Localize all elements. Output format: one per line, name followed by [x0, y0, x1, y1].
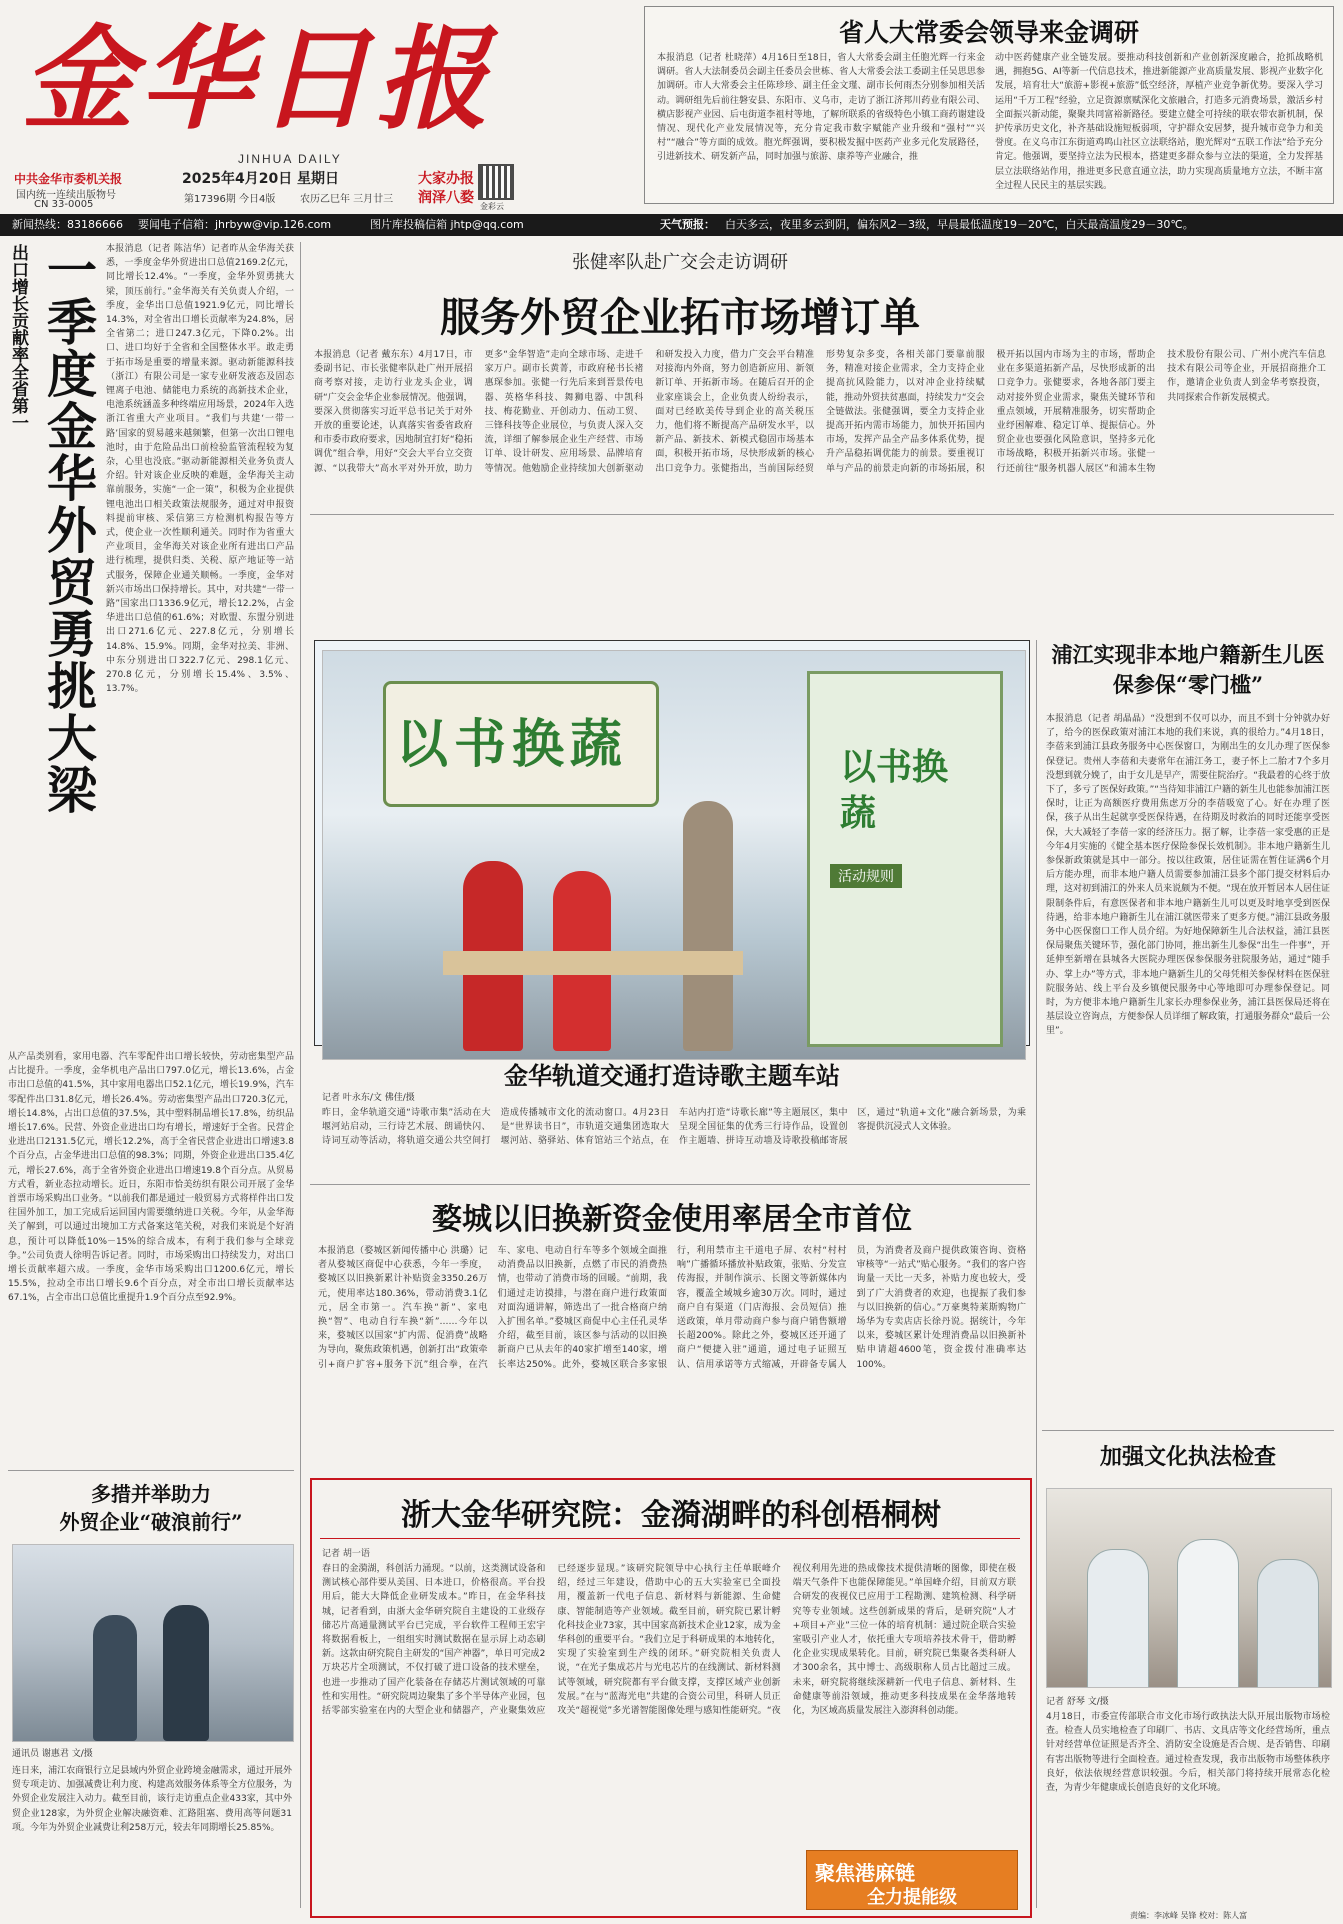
center-lead-kicker: 张健率队赴广交会走访调研: [572, 252, 788, 273]
culture-sign: 记者 舒琴 文/摄: [1046, 1697, 1109, 1707]
center-lead-title: 服务外贸企业拓市场增订单: [440, 294, 920, 341]
left-bottom-sign: 通讯员 谢惠君 文/摄: [12, 1749, 93, 1759]
sign-text: 以书换蔬: [396, 714, 629, 775]
news-hotline: 新闻热线：83186666: [12, 218, 123, 231]
easel-subtitle: 活动规则: [830, 864, 902, 888]
left-lead-title: 一季度金华外贸勇挑大梁: [39, 244, 98, 816]
info-bar: [0, 214, 1343, 236]
feature-sign: 记者 胡一语: [322, 1549, 370, 1559]
officer-figure: [1177, 1539, 1239, 1688]
feature-banner: [806, 1850, 1018, 1910]
issue-number: 第17396期 今日4版: [184, 194, 276, 205]
factory-photo: [12, 1544, 294, 1742]
left-lead-body-bottom: 从产品类别看，家用电器、汽车零配件出口增长较快，劳动密集型产品占比提升。一季度，金华机电产品出口797.0亿元，增长13.6%，占金市出口总值的41.5%，其中家用电器出口52.1亿元，增长19.9%，汽车零配件出口31.8亿元，增长26.4%。劳动密集型产品出口720.3亿元，增长14.8%，占出口总值的37.5%，其中塑料制品增长17.8%，纺织品增长17.6%。民营、外资企业进出口均有增长，增速好于全省。民营企业进出口2131.5亿元，增长12.2%，高于全省民营企业进出口增速3.8个百分点，占金华进出口总值的98.3%；同期，外资企业进出口35.4亿元，增长27.6%，高于全省外资企业进出口增速19.8个百分点。从贸易方式看，新业态拉动增长。近日，东阳市恰美纺织有限公司开展了金华首票市场采购出口业务。“以前我们都是通过一般贸易方式将样件出口发往国外加工，加工完成后运回国内需要缴纳进口关税。今年，从金华海关了解到，可以通过出境加工方式备案这笔关税，对我们来说是个好消息，预计可以降低10%－15%的综合成本，有利于我们参与全球竞争。”公司负责人徐明告诉记者。同时，市场采购出口持续发力，对出口增长贡献率超六成。一季度，金华市场采购出口1200.6亿元，增长15.5%，拉动全市出口增长9.6个百分点，对全市出口增长贡献率达67.1%，占全市出口总值比重提升1.9个百分点至92.9%。: [8, 1052, 294, 1304]
center-lead-body: 本报消息（记者 戴东东）4月17日，市委副书记、市长张健率队赴广州开展招商考察对接，走访行业龙头企业，调研“广交会金华企业参展情况。他强调，要深入贯彻落实习近平总书记关于对外开放的重要论述，认真落实省委省政府和市委市政府要求，因地制宜打好“稳拓调优”组合拳，用好“交会大平台立交资源、“以我带大”高水平对外开放，助力更多“金华智造”走向全球市场、走进千家万户。副市长黄菁，市政府秘书长褚惠琛参加。张健一行先后来到晋景传电器、英格华科技、舞狮电器、中凯科技、梅花勤业、开创动力、伍动工贸、三锋科技等企业展位，与负责人深入交流，详细了解参展企业生产经营、市场订单、设计研发、应用场景、品牌培育等情况。他勉励企业持续加大创新驱动和研发投入力度，借力广交会平台精准对接海内外商，努力创造新应用、新领新订单、开拓新市场。在随后召开的企业家座谈会上，企业负责人纷纷表示，面对已经欧美传导到企业的高关税压力，他们将不断提高产品研发水平，以新产品、新技术、新模式稳固市场基本面，积极开拓市场，尽快形成新的核心出口竞争力。张健指出，当前国际经贸形势复杂多变，各相关部门要靠前服务，精准对接企业需求，全力支持企业提高抗风险能力，以对冲企业持续赋能，推动外贸扶贫惠面，持续发力“交会全链做法。张健强调，要全力支持企业提高开拓内需市场能力，加快开拓国内市场，发挥产品全产品多体系优势，提升产品稳拓调优能力的前景。要重视订单与产品的前景走向新的市场拓展，积极开拓以国内市场为主的市场，帮助企业在多渠道拓新产品，尽快形成新的出口竞争力。张健要求，各地各部门要主动对接外贸企业需求，聚焦关键环节和重点领域，开展精准服务，切实帮助企业纾困解难、稳定订单、提振信心。外贸企业也要强化风险意识，坚持多元化市场战略，积极开拓新兴市场。张健一行还前往“服务机器人展区”和浦本生物技术股份有限公司、广州小虎汽车信息技术有限公司等企业，开展招商推介工作，邀请企业负责人到金华考察投资，共同探索合作新发展模式。: [314, 350, 1326, 474]
left-bottom-body: 连日来，浦江农商银行立足县域内外贸企业跨境金融需求，通过开展外贸专项走访、加强减费让利力度、构建高效服务体系等全方位服务，为外贸企业发展注入动力。截至目前，该行走访重点企业433家，其中外贸企业128家，为外贸企业解决融资难、汇路阻塞、费用高等问题31项。今年为外贸企业减费让利258万元，较去年同期增长25.85%。: [12, 1766, 292, 1833]
top-story: [644, 6, 1334, 204]
weather-forecast: 白天多云，夜里多云到阴，偏东风2－3级，早晨最低温度19－20℃，白天最高温度29－30℃。: [725, 218, 1194, 231]
top-story-col1: 本报消息（记者 杜晓萍）4月16日至18日，省人大常委会副主任胞光辉一行来金调研。省人大法制委员会副主任委员会世栋、省人大常委会法工委副主任吴思思参加调研。市人大常委会主任陈珍珍、副主任金文瑾、副市长何雨杰分别参加相关活动。调研组先后前往磐安县、东阳市、义乌市，走访了浙江济邦川药业有限公司、横店影视产业园、后屯街道李祖村等地，了解所联系的省级特色小镇工商药谢建设情况、现代化产业发展情况等，充分肯定我市数字赋能产业升级和“强村”“兴村”“融合”等方面的成效。胞光辉强调，要积极发掘中医药产业多元化发展路径，引进新技术、研发新产品，同时加强与旅游、康养等产业融合，推: [657, 53, 985, 163]
issn-label: 国内统一连续出版物号: [16, 190, 116, 201]
issue-date: 2025年4月20日 星期日: [182, 171, 340, 187]
left-bottom-title-line2: 外贸企业“破浪前行”: [59, 1510, 243, 1534]
feature-body: 春日的金漪湖，科创活力涌现。“以前，这类测试设备和测试核心部件要从美国、日本进口，价格很高。平台投用后，能大大降低企业研发成本。”昨日，在金华科技城，记者看到，由浙大金华研究院自主建设的工业级存储芯片高通量测试平台已完成，平台软件工程师王宏宇将数据看板上，一组组实时测试数据在显示屏上动态刷新。这款由研究院自主研发的“国产神器”，单日可完成2万块芯片全项测试，不仅打破了进口设备的技术壁垒，也进一步推动了国产化装备在存储芯片测试领域的可靠性和实用性。“研究院周边聚集了多个半导体产业园，包括零部实验室在内的大型企业和储器产，产业聚集效应已经逐步显现。”该研究院领导中心执行主任单眠峰介绍，经过三年建设，借助中心的五大实验室已全面投用，覆盖新一代电子信息、新材料与新能源、生命健康、智能制造等产业领域。截至目前，研究院已累计孵化科技企业73家，其中国家高新技术企业12家，成为金华科创的重要平台。“我们立足于科研成果的本地转化，实现了实验室到生产线的闭环。”研究院相关负责人说，“在光子集成芯片与光电芯片的在线测试、新材料测试等领域，研究院都有平台做支撑，支撑区域产业创新发展。”在与“蓝海光电”共建的合资公司里，科研人员正攻关“超视觉”多光谱智能图像处理与感知性能研究。“夜视仪利用先进的热成像技术提供清晰的图像，即使在极端天气条件下也能保障能见。”单国峰介绍，目前双方联合研发的夜视仪已应用于工程勘测、建筑检测、科学研究等专业领域。这些创新成果的背后，是研究院“人才+项目+产业”三位一体的培育机制：通过院企联合实验室吸引产业人才，依托重大专项培养技术骨干，借助孵化企业实现成果转化。目前，研究院已集聚各类科研人才300余名，其中博士、高级职称人员占比超过三成。未来，研究院将继续深耕新一代电子信息、新材料、生命健康等前沿领域，推动更多科技成果在金华落地转化，为区域高质量发展注入澎湃科创动能。: [322, 1564, 1016, 1717]
culture-body: 4月18日，市委宣传部联合市文化市场行政执法大队开展出版物市场检查。检查人员实地检查了印刷厂、书店、文具店等文化经营场所，重点针对经营单位证照是否齐全、消防安全设施是否合规、是否销售、印刷有害出版物等进行全面检查。通过检查发现，我市出版物市场整体秩序良好，依法依规经营意识较强。今后，相关部门将持续开展常态化检查，为青少年健康成长创造良好的文化环境。: [1046, 1712, 1330, 1794]
banner-label: 聚焦港麻链: [815, 1861, 915, 1885]
right-col-body: 本报消息（记者 胡晶晶）“没想到不仅可以办，而且不到十分钟就办好了，给今的医保政策对浦江本地的我们来说，真的很给力。”4月18日，李蓓来到浦江县政务服务中心医保窗口，为刚出生的女儿办理了医保参保登记。贵州人李蓓和夫妻常年在浦江务工，妻子怀上二胎才7个多月没想到就分娩了，由于女儿是早产，需要住院治疗。“我最着的心终于放下了，多亏了医保好政策。”“当待知非浦江户籍的新生儿也能参加浦江医保时，让正为高额医疗费用焦虑万分的李蓓吸宽了心。好在办理了医保，孩子从出生起就享受医保待遇，在待期及时救治的同时还能享受医保，大大减轻了李蓓一家的经济压力。据了解，让李蓓一家受惠的正是今年4月实施的《健全基本医疗保险参保长效机制》。非本地户籍新生儿参保新政策就是其中一部分。按以往政策，居住证需在暂住证满6个月后方能办理，而非本地户籍人员需要参加浦江县多个部门提交材料后办理，这对初到浦江的外来人员来说颇为不便。“现在放开暂居本人居住证限制条件后，有意医保者和非本地户籍新生儿可以更及时地享受到医保待遇，给非本地户籍新生儿在浦江就医带来了更多方便。”浦江县政务服务中心医保窗口工作人员介绍。为好地保障新生儿合法权益，浦江县医保局聚焦关键环节，强化部门协同，推出新生儿参保“出生一件事”，开延伸至新增在县城各大医院办理医保参保服务驻院服务站，通过“随手办、掌上办”等方式，非本地户籍新生儿的父母凭相关参保材料在医保驻院服务站、线上平台及乡镇便民服务中心等地即可办理参保登记。同时，为方便非本地户籍新生儿家长办理参保业务，浦江县医保局还将在基层设立咨询点，方便参保人员详细了解政策，打通服务群众“最后一公里”。: [1046, 714, 1330, 1037]
mid-story-body: 本报消息（婺城区新闻传播中心 洪璐）记者从婺城区商促中心获悉，今年一季度，婺城区以旧换新累计补贴资金3350.26万元，使用率达180.36%，带动消费3.1亿元，居全市第一。汽车换“新”、家电换“智”、电动自行车换“新”……今年以来，婺城区以国家“扩内需、促消费”战略为导向，聚焦政策机遇，创新打出“政策牵引+商户扩容+服务下沉”组合拳，在汽车、家电、电动自行车等多个领域全面推动消费品以旧换新，点燃了市民的消费热情，也带动了消费市场的回暖。“前期，我们通过走访摸排，与潜在商户进行政策面对面沟通讲解，筛选出了一批合格商户纳入扩围名单。”婺城区商促中心主任孔灵华介绍，截至目前，该区参与活动的以旧换新商户已从去年的40家扩增至140家，增长率达250%。此外，婺城区联合多家银行，利用禁市主干道电子屏、农村“村村响”广播循环播放补贴政策，张贴、分发宣传海报，并制作演示、长图文等新媒体内容，覆盖全域城乡逾30万次。同时，通过商户自有渠道（门店海报、会员短信）推送政策，单月带动商户参与商户销售额增长超200%。除此之外，婺城区还开通了商户“便捷入驻”通道，通过电子证照互认、信用承诺等方式缩减，开辟备专属人员，为消费者及商户提供政策咨询、资格审核等“一站式”贴心服务。“我们的客户咨询量一天比一天多，补贴力度也较大，受到了广大消费者的欢迎，也提振了我们参与以旧换新的信心。”万豪奥特莱斯购物广场华为专卖店店长徐丹说。据统计，今年以来，婺城区累计处理消费品以旧换新补贴申请超4600笔，资金拨付准确率达100%。: [318, 1246, 1026, 1370]
worker-figure: [93, 1615, 137, 1741]
feature-title: 浙大金华研究院：金漪湖畔的科创梧桐树: [401, 1498, 941, 1533]
right-col-title: 浦江实现非本地户籍新生儿医保参保“零门槛”: [1051, 642, 1325, 697]
logo-pinyin: JINHUA DAILY: [238, 152, 342, 166]
cn-number: CN 33-0005: [34, 199, 94, 210]
metro-photo: [322, 650, 1026, 1060]
easel-board: [807, 671, 1003, 1047]
qr-code-icon: [478, 164, 514, 200]
top-story-title: 省人大常委会领导来金调研: [838, 18, 1139, 47]
table: [443, 951, 743, 975]
mid-story-title: 婺城以旧换新资金使用率居全市首位: [432, 1202, 912, 1237]
left-bottom-title-line1: 多措并举助力: [91, 1482, 211, 1506]
page-credit: 责编：李冰峰 吴锋 校对：陈人富: [1130, 1911, 1248, 1920]
slogan-line1: 大家办报: [418, 171, 474, 187]
slogan-line2: 润泽八婺: [418, 190, 474, 206]
left-lead-body-top: 本报消息（记者 陈洁华）记者昨从金华海关获悉，一季度金华外贸进出口总值2169.2亿元，同比增长12.4%。“一季度，金华外贸勇挑大梁，顶压前行。”金华海关有关负责人介绍，一季度，金华出口总值1921.9亿元，同比增长14.3%，对全省出口增长贡献率为24.8%，居全省第二；进口247.3亿元，下降0.2%。出口、进口均好于全省和全国整体水平。敢走勇于拓市场是重要的增量来源。驱动新能源科技（浙江）有限公司是一家专业研发液态及固态锂离子电池、储能电力系统的高新技术企业，电池系统涵盖多种终端应用场景，2024年入选浙江省重大产业项目。“我们与共建‘一带一路’国家的贸易越来越频繁，但第一次出口锂电池时，由于危险品出口前检验监管流程较为复杂，心里也没底。”驱动新能源相关业务负责人介绍。针对该企业反映的难题，金华海关主动靠前服务，实施“一企一策”，积极为企业提供锂电池出口相关政策法规服务，通过对申报资料提前审核、采信第三方检测机构报告等方式，使企业一次性顺利通关。同时作为省重大产业项目，金华海关对该企业所有进出口产品进行梳理，提供归类、关税、原产地证等一站式服务，保障企业通关顺畅。一季度，金华对新兴市场出口保持增长。其中，对共建“一带一路”国家出口1336.9亿元，增长12.2%，占金华进出口总值的61.6%；对欧盟、东盟分别进出口271.6亿元、227.8亿元，分别增长14.8%、15.9%。同期，金华对拉美、非洲、中东分别进出口322.7亿元、298.1亿元、270.8亿元，分别增长15.4%、3.5%、13.7%。: [106, 244, 294, 695]
metro-sign-board: [383, 681, 659, 807]
sponsor: 中共金华市委机关报: [14, 172, 123, 186]
officer-figure: [1257, 1559, 1319, 1688]
news-email: 要闻电子信箱：jhrbyw@vip.126.com: [138, 218, 332, 231]
culture-title: 加强文化执法检查: [1099, 1444, 1276, 1470]
qr-label: 金彩云: [480, 202, 504, 211]
culture-photo: [1046, 1488, 1332, 1688]
top-story-col2: 动中医药健康产业全链发展。要推动科技创新和产业创新深度融合，抢抓战略机遇，拥抱5G、AI等新一代信息技术，推进新能源产业高质量发展、影视产业数字化发展，培育壮大“旅游+影视+旅游”低空经济，厚植产业竞争新优势。要深入学习运用“千万工程”经验，立足资源禀赋深化文旅融合，打造多元消费场景，激活乡村全面振兴新动能，聚聚共同富裕新路径。要建立健全可持续的联农带农新机制，保护传承历史文化，补齐基础设施短板弱项，守护群众安居梦，提升城市竞争力和美誉度。在义乌市江东街道鸡鸣山社区立法联络站，胞光辉对“五联工作法”给予充分肯定。他强调，要坚持立法为民根本，搭建更多群众参与立法的渠道，全力发挥基层立法联络站作用，推进更多民意直通立法，助力实现高质量地方立法，不断丰富全过程人民民主的基层实践。: [995, 53, 1323, 191]
photo-story-title: 金华轨道交通打造诗歌主题车站: [504, 1061, 840, 1090]
masthead: [0, 0, 530, 210]
lunar-date: 农历乙巳年 三月廿三: [300, 194, 394, 205]
officer-figure: [1087, 1549, 1149, 1688]
worker-figure: [163, 1605, 209, 1741]
passenger-figure: [683, 801, 733, 1051]
weather-label: 天气预报：: [660, 218, 715, 231]
photo-email: 图片库投稿信箱 jhtp@qq.com: [370, 218, 524, 231]
photo-story-sign: 记者 叶永东/文 佛佳/摄: [322, 1093, 415, 1103]
banner-sub: 全力提能级: [867, 1887, 957, 1908]
logo: 金华日报: [22, 14, 494, 145]
left-lead-kicker: 出口增长贡献率全省第一: [8, 244, 28, 431]
easel-title: 以书换蔬: [840, 746, 949, 834]
photo-story-body: 昨日，金华轨道交通“诗歌市集”活动在大堰河站启动，三行诗艺术展、朗诵快闪、诗词互动等活动，将轨道交通公共空间打造成传播城市文化的流动窗口。4月23日是“世界读书日”，市轨道交通集团选取大堰河站、骆驿站、体育馆站三个站点，在车站内打造“诗歌长廊”等主题展区，集中呈现全国征集的优秀三行诗作品，设置创作主题墙、拼诗互动墙及诗歌投稿邮寄展区，通过“轨道+文化”融合新场景，为乘客提供沉浸式人文体验。: [322, 1108, 1026, 1147]
